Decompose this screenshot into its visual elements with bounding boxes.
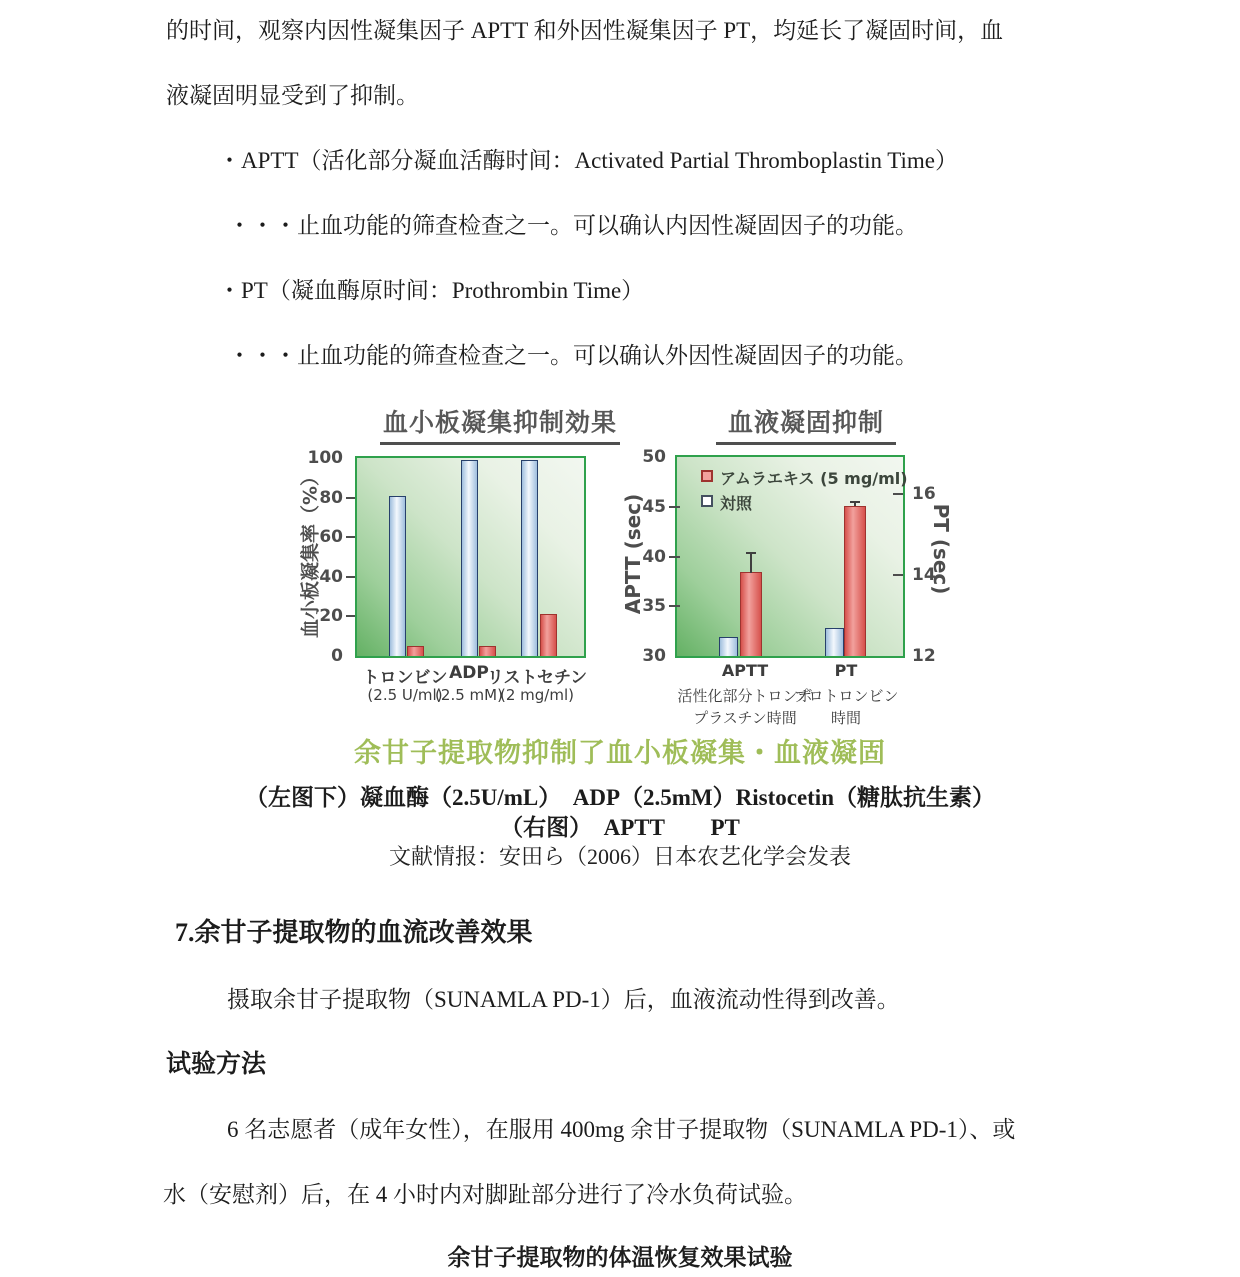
coag-bar-control-PT xyxy=(825,628,844,656)
coag-errorbar-APTT-line xyxy=(750,553,752,573)
platelet-cat-label-1: ADP xyxy=(449,663,489,683)
platelet-y-axis-label: 血小板凝集率（%） xyxy=(299,466,322,639)
platelet-cat-sublabel-1: (2.5 mM) xyxy=(435,686,503,704)
bullet-pt: ・PT（凝血酶原时间：Prothrombin Time） xyxy=(218,278,645,303)
coag-cat-label-0: APTT xyxy=(721,661,769,680)
coag-ytick-left-dash-35 xyxy=(669,605,680,607)
coag-cat-sublabel-0-1: プラスチン時間 xyxy=(693,709,797,727)
platelet-ytick-0: 0 xyxy=(331,646,343,666)
coag-legend-label-amla: アムラエキス (5 mg/ml) xyxy=(720,469,908,488)
bullet-pt-desc: ・・・止血功能的筛查检查之一。可以确认外因性凝固因子的功能。 xyxy=(228,343,918,368)
platelet-bar-amla-0 xyxy=(407,646,424,656)
coag-ytick-right-16: 16 xyxy=(912,484,936,504)
coag-cat-sublabel-1-1: 時間 xyxy=(830,709,861,727)
coag-cat-label-1: PT xyxy=(834,661,858,680)
platelet-bar-control-0 xyxy=(389,496,406,656)
coag-errorbar-PT-cap xyxy=(850,501,860,503)
footer-heading: 余甘子提取物的体温恢复效果试验 xyxy=(447,1245,793,1270)
coag-bar-control-APTT xyxy=(719,637,738,656)
coag-cat-sublabel-1-0: プロトロンビン xyxy=(793,687,899,705)
coag-ytick-right-12: 12 xyxy=(912,646,936,666)
coag-ytick-left-30: 30 xyxy=(642,646,666,666)
coag-ytick-left-40: 40 xyxy=(642,547,666,567)
platelet-chart-title: 血小板凝集抑制効果 xyxy=(380,403,620,445)
platelet-ytick-dash-80 xyxy=(346,497,355,499)
coag-ytick-left-45: 45 xyxy=(642,497,666,517)
platelet-ytick-60: 60 xyxy=(319,527,343,547)
bullet-aptt: ・APTT（活化部分凝血活酶时间：Activated Partial Thromboplastin Time） xyxy=(218,148,959,173)
coag-legend-label-control: 対照 xyxy=(720,494,753,513)
method-heading: 试验方法 xyxy=(166,1051,267,1078)
section7-heading: 7.余甘子提取物的血流改善效果 xyxy=(175,918,533,947)
platelet-ytick-dash-20 xyxy=(346,615,355,617)
figure-caption-line1: （左图下）凝血酶（2.5U/mL） ADP（2.5mM）Ristocetin（糖肽抗生素） xyxy=(244,785,995,810)
coag-ytick-right-dash-14 xyxy=(893,574,903,576)
coag-legend-swatch-amla xyxy=(701,470,713,482)
coag-ytick-left-dash-45 xyxy=(669,506,680,508)
platelet-ytick-20: 20 xyxy=(319,606,343,626)
platelet-cat-label-2: リストセチン xyxy=(486,668,588,688)
method-line-1: 6 名志愿者（成年女性），在服用 400mg 余甘子提取物（SUNAMLA PD-1）、或 xyxy=(227,1117,1016,1142)
coag-ytick-right-dash-16 xyxy=(893,493,903,495)
platelet-bar-amla-2 xyxy=(540,614,557,656)
platelet-bar-control-1 xyxy=(461,460,478,656)
platelet-cat-sublabel-2: (2 mg/ml) xyxy=(500,686,574,704)
coag-ytick-left-50: 50 xyxy=(642,447,666,467)
platelet-ytick-dash-40 xyxy=(346,576,355,578)
coag-bar-amla-APTT xyxy=(740,572,762,656)
coag-ytick-right-14: 14 xyxy=(912,565,936,585)
figure-caption-line2: （右图） APTT PT xyxy=(500,815,740,840)
platelet-ytick-80: 80 xyxy=(319,488,343,508)
coag-ytick-left-35: 35 xyxy=(642,596,666,616)
coag-left-axis-label: APTT (sec) xyxy=(621,493,645,615)
method-line-2: 水（安慰剂）后，在 4 小时内对脚趾部分进行了冷水负荷试验。 xyxy=(163,1182,807,1207)
coagulation-chart-title: 血液凝固抑制 xyxy=(716,403,896,445)
coag-right-axis-label: PT (sec) xyxy=(929,503,953,595)
coag-errorbar-APTT-cap xyxy=(746,552,756,554)
figure-caption-source: 文献情报：安田ら（2006）日本农艺化学会发表 xyxy=(388,844,851,869)
platelet-bar-control-2 xyxy=(521,460,538,656)
platelet-cat-sublabel-0: (2.5 U/ml) xyxy=(367,686,443,704)
coag-cat-sublabel-0-0: 活性化部分トロンボ xyxy=(677,687,813,705)
bullet-aptt-desc: ・・・止血功能的筛查检查之一。可以确认内因性凝固因子的功能。 xyxy=(228,213,918,238)
coag-bar-amla-PT xyxy=(844,506,866,656)
paragraph-line-1: 的时间，观察内因性凝集因子 APTT 和外因性凝集因子 PT，均延长了凝固时间，血 xyxy=(166,18,1004,43)
platelet-ytick-40: 40 xyxy=(319,567,343,587)
platelet-bar-amla-1 xyxy=(479,646,496,656)
coag-legend-swatch-control xyxy=(701,495,713,507)
platelet-ytick-100: 100 xyxy=(307,448,343,468)
platelet-cat-label-0: トロンビン xyxy=(362,668,448,688)
section7-paragraph: 摄取余甘子提取物（SUNAMLA PD-1）后，血液流动性得到改善。 xyxy=(227,987,900,1012)
platelet-ytick-dash-60 xyxy=(346,536,355,538)
coag-ytick-left-dash-40 xyxy=(669,556,680,558)
paragraph-line-2: 液凝固明显受到了抑制。 xyxy=(166,83,419,108)
figure-caption-green: 余甘子提取物抑制了血小板凝集・血液凝固 xyxy=(354,738,886,768)
